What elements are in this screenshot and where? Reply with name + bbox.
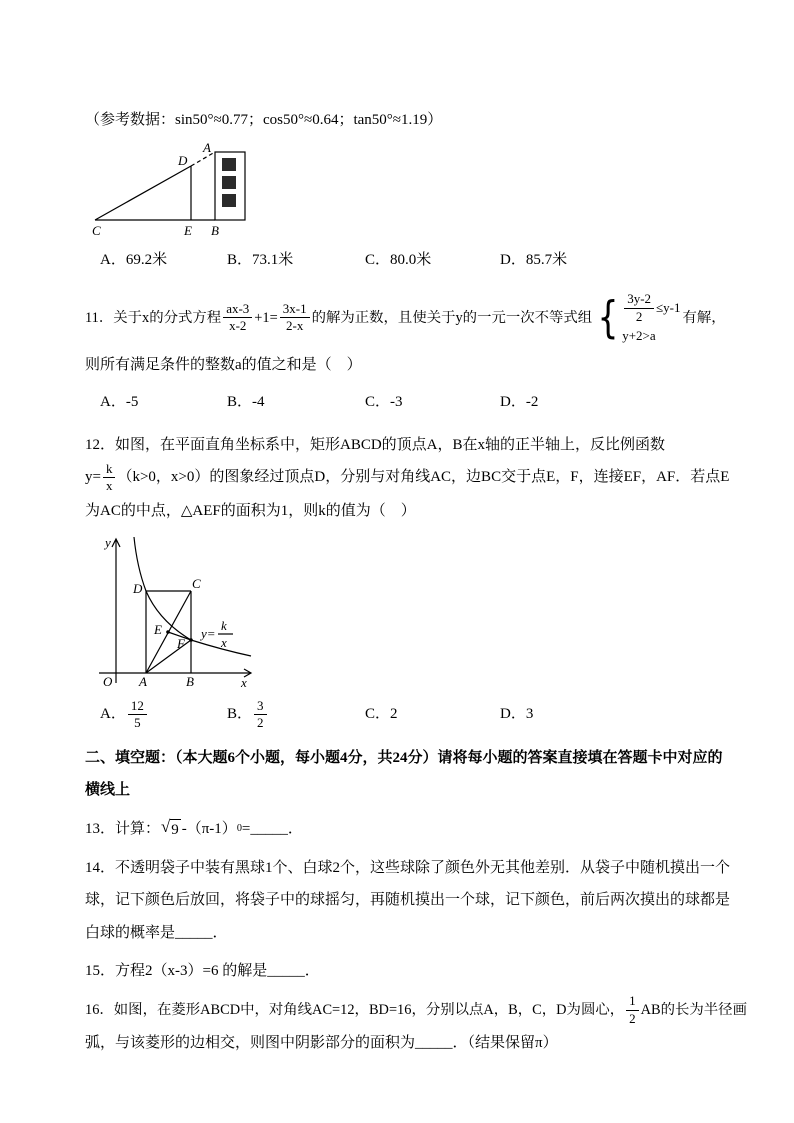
q11-option-a: A．-5 xyxy=(100,394,139,410)
q11-tail: 有解， xyxy=(682,309,726,326)
fraction-denominator: 5 xyxy=(134,715,141,731)
fraction-denominator: 2 xyxy=(635,308,643,324)
axis-label-x: x xyxy=(241,675,247,690)
building-window xyxy=(222,158,236,171)
system-row1-fraction xyxy=(624,291,654,325)
fraction-denominator: 2 xyxy=(257,715,264,731)
q12-options xyxy=(85,698,730,732)
q11-inequality-system xyxy=(594,291,680,344)
system-rows xyxy=(622,291,680,344)
radicand: 9 xyxy=(170,819,181,840)
system-brace: { xyxy=(597,292,619,344)
point-E-dot xyxy=(166,630,170,634)
section2-header: 二、填空题：（本大题6个小题，每小题4分，共24分）请将每小题的答案直接填在答题卡中对应的横线上 xyxy=(85,749,723,798)
system-row-2: y+2>a xyxy=(622,327,656,343)
question-16 xyxy=(85,993,747,1059)
q12-line2-rest: （k>0，x>0）的图象经过顶点D，分别与对角线AC，边BC交于点E，F，连接EF，AF．若点E xyxy=(117,469,730,486)
curve-equation-pre: y= xyxy=(201,626,216,641)
q12-line2 xyxy=(85,461,730,495)
q11-line2: 则所有满足条件的整数a的值之和是（ ） xyxy=(85,356,362,373)
q10-option-c: C．80.0米 xyxy=(365,252,432,269)
fraction-numerator: 3 xyxy=(254,698,267,715)
q12-figure xyxy=(91,533,730,695)
hyperbola-curve xyxy=(134,537,251,656)
q16-fraction xyxy=(626,993,639,1027)
point-label-D: D xyxy=(178,153,188,169)
q12-line3: 为AC的中点，△AEF的面积为1，则k的值为（ ） xyxy=(85,502,416,519)
q10-option-d: D．85.7米 xyxy=(500,252,568,269)
q12-option-b-fraction xyxy=(254,698,267,732)
fraction-denominator: x xyxy=(105,478,113,494)
q11-middle-text: 的解为正数，且使关于y的一元一次不等式组 xyxy=(311,309,593,326)
q12-option-b-label: B． xyxy=(227,706,253,722)
q11-line1 xyxy=(85,287,730,349)
q11-fraction-1 xyxy=(223,301,252,335)
question-12 xyxy=(85,429,730,528)
q13-exponent: 0 xyxy=(236,822,242,834)
q12-option-a-label: A． xyxy=(100,706,126,722)
point-label-F: F xyxy=(177,636,185,651)
fraction-denominator: x-2 xyxy=(229,318,247,334)
square-root xyxy=(161,816,181,840)
q10-option-a: A．69.2米 xyxy=(100,252,168,269)
system-row1-rest: ≤y-1 xyxy=(656,300,681,315)
system-row-1 xyxy=(622,291,680,325)
fraction-denominator: 2-x xyxy=(285,318,304,334)
fraction-numerator: 12 xyxy=(128,698,147,715)
q13-mid: -（π-1） xyxy=(181,820,237,837)
q12-figure-svg xyxy=(91,533,266,695)
q11-option-d: D．-2 xyxy=(500,394,539,410)
q16-pre: 16．如图，在菱形ABCD中，对角线AC=12，BD=16，分别以点A，B，C，D为圆心， xyxy=(85,1002,625,1018)
question-13 xyxy=(85,812,730,846)
fraction-denominator: 2 xyxy=(629,1010,636,1026)
question-15: 15．方程2（x-3）=6 的解是_____． xyxy=(85,962,320,979)
q13-post: =_____． xyxy=(241,820,303,837)
q16-line1 xyxy=(85,993,747,1027)
q12-option-a xyxy=(100,698,227,732)
question-14: 14．不透明袋子中装有黑球1个、白球2个，这些球除了颜色外无其他差别．从袋子中随机摸出一个球，记下颜色后放回，将袋子中的球摇匀，再随机摸出一个球，记下颜色，前后两次摸出的球都是白球的概率是_____． xyxy=(85,860,731,941)
point-label-E: E xyxy=(184,223,192,239)
q11-options xyxy=(85,387,730,419)
q10-figure-svg xyxy=(91,142,266,242)
building-window xyxy=(222,176,236,189)
fraction-numerator: 3y-2 xyxy=(624,291,654,308)
point-label-B: B xyxy=(211,223,219,239)
q12-func-pre: y= xyxy=(85,469,101,486)
q11-option-b: B．-4 xyxy=(227,394,265,410)
q12-option-c: C．2 xyxy=(365,706,398,722)
q11-operator: +1= xyxy=(254,309,278,326)
radical-sign: √ xyxy=(161,816,171,836)
q11-fraction-2 xyxy=(280,301,310,335)
q11-option-c: C．-3 xyxy=(365,394,403,410)
question-11 xyxy=(85,287,730,381)
q10-figure xyxy=(91,142,730,242)
q10-option-b: B．73.1米 xyxy=(227,252,294,269)
q12-option-a-fraction xyxy=(128,698,147,732)
point-label-E: E xyxy=(154,622,162,637)
sight-line xyxy=(95,166,191,220)
q12-fraction xyxy=(103,461,116,495)
fraction-numerator: k xyxy=(103,461,116,478)
q16-line2: 弧，与该菱形的边相交，则图中阴影部分的面积为_____．（结果保留π） xyxy=(85,1035,558,1051)
building-window xyxy=(222,194,236,207)
q12-option-b xyxy=(227,698,365,732)
origin-label-O: O xyxy=(103,674,113,689)
q12-line1: 12．如图，在平面直角坐标系中，矩形ABCD的顶点A，B在x轴的正半轴上，反比例函数 xyxy=(85,436,666,453)
fraction-numerator: ax-3 xyxy=(223,301,252,318)
q13-pre: 13．计算： xyxy=(85,820,161,837)
reference-data-note: （参考数据：sin50°≈0.77；cos50°≈0.64；tan50°≈1.19） xyxy=(85,112,443,128)
q12-option-d: D．3 xyxy=(500,706,534,722)
axis-label-y: y xyxy=(105,535,111,550)
point-label-A: A xyxy=(139,674,147,689)
q11-lead: 11．关于x的分式方程 xyxy=(85,309,222,326)
q16-post: AB的长为半径画 xyxy=(640,1002,747,1018)
curve-equation-numerator: k xyxy=(221,618,227,633)
point-label-B: B xyxy=(186,674,194,689)
curve-equation-denominator: x xyxy=(221,635,227,650)
point-label-A: A xyxy=(203,142,211,156)
point-F-dot xyxy=(189,638,193,642)
fraction-numerator: 3x-1 xyxy=(280,301,310,318)
q10-options xyxy=(85,245,730,277)
fraction-numerator: 1 xyxy=(626,993,639,1010)
point-label-C: C xyxy=(192,576,201,591)
point-label-C: C xyxy=(92,223,101,239)
point-label-D: D xyxy=(133,581,143,596)
